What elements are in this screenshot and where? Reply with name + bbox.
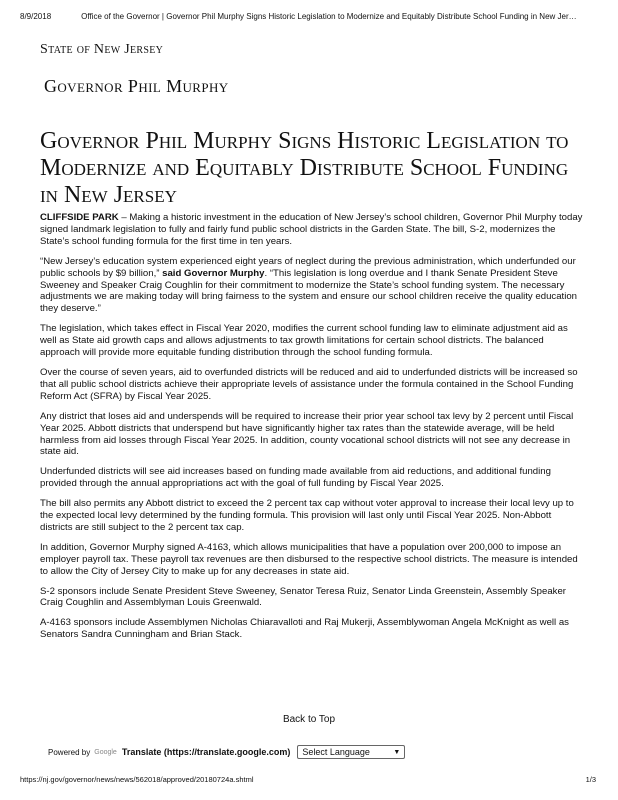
powered-by-label: Powered by — [48, 747, 91, 757]
print-page-number: 1/3 — [585, 775, 596, 784]
article-paragraph: “New Jersey’s education system experienced eight years of neglect during the previous administration, which underfunded our public schools by $9 billion,” said Governor Murphy. “This legislation is long overdue and I thank Senate President Steve Sweeney and Speaker Craig Coughlin for their commitment to modernize the State’s school funding system. The necessary adjustments we are making today will bring fairness to the system and ensure our school children receive the quality education they deserve.” — [40, 255, 578, 315]
print-date: 8/9/2018 — [20, 12, 52, 21]
article-paragraph: S-2 sponsors include Senate President Steve Sweeney, Senator Teresa Ruiz, Senator Linda Greenstein, Assembly Speaker Craig Coughlin and Assemblyman Louis Greenwald. — [40, 585, 567, 609]
translate-link[interactable]: Translate (https://translate.google.com) — [121, 747, 291, 757]
language-select[interactable] — [297, 745, 405, 759]
article-paragraph: The bill also permits any Abbott district to exceed the 2 percent tax cap without voter approval to increase their local levy up to the expected local levy determined by the funding formula. This provision will last only until Fiscal Year 2025. Non-Abbott districts are still subject to the 2 percent tax cap. — [40, 498, 574, 533]
dateline: CLIFFSIDE PARK — [40, 212, 119, 223]
print-header — [20, 12, 604, 21]
article-paragraph: In addition, Governor Murphy signed A-4163, which allows municipalities that have a population over 200,000 to impose an employer payroll tax. These payroll tax revenues are then disbursed to the respective school districts. The measure is intended to allow the City of Jersey City to make up for any decreases in state aid. — [40, 541, 578, 577]
back-to-top-link[interactable]: Back to Top — [282, 714, 336, 725]
article-paragraph: Any district that loses aid and underspends will be required to increase their prior year school tax levy by 2 percent until Fiscal Year 2025. Abbott districts that underspend but have significantly higher tax rates than the statewide average, will be held harmless from aid losses through Fiscal Year 2025. In addition, county vocational school districts will not see any decrease in state aid. — [40, 410, 574, 458]
article-paragraph: Underfunded districts will see aid increases based on funding made available from aid reductions, and additional funding provided through the annual appropriations act with the goal of full funding by Fiscal Year 2025. — [40, 466, 551, 490]
print-url: https://nj.gov/governor/news/news/562018/approved/20180724a.shtml — [20, 775, 254, 784]
print-page-title: Office of the Governor | Governor Phil Murphy Signs Historic Legislation to Modernize and Equitably Distribute School Funding in New Jer… — [81, 12, 577, 21]
quote-attribution: said Governor Murphy — [159, 267, 265, 279]
chevron-down-icon: ▼ — [393, 748, 401, 756]
article-paragraph: A-4163 sponsors include Assemblymen Nicholas Chiaravalloti and Raj Mukerji, Assemblywoman Angela McKnight as well as Senators Sandra Cunningham and Brian Stack. — [40, 617, 569, 641]
article-body — [40, 212, 584, 649]
article-paragraph: Over the course of seven years, aid to overfunded districts will be reduced and aid to underfunded districts will be increased so that all public school districts achieve their appropriate levels of assistance under the formula contained in the School Funding Reform Act (SFRA) by Fiscal Year 2025. — [40, 366, 578, 402]
google-logo: Google — [94, 748, 117, 756]
article-paragraph: CLIFFSIDE PARK – Making a historic investment in the education of New Jersey’s school children, Governor Phil Murphy today signed landmark legislation to fully and fairly fund public school districts in the Garden State. The bill, S-2, modernizes the State’s school funding formula for the first time in ten years. — [40, 212, 583, 247]
governor-name-link[interactable]: Governor Phil Murphy — [44, 76, 229, 96]
language-select-value: Select Language — [302, 747, 370, 757]
article-paragraph: The legislation, which takes effect in Fiscal Year 2020, modifies the current school funding law to eliminate adjustment aid as well as State aid growth caps and allows adjustments to tax growth limitations for certain school districts. The balanced approach will provide more equitable funding distribution through the school funding formula. — [40, 323, 568, 359]
translate-bar — [48, 745, 405, 759]
state-of-nj-link[interactable]: State of New Jersey — [40, 42, 164, 57]
print-footer — [20, 775, 596, 784]
article-headline: Governor Phil Murphy Signs Historic Legislation to Modernize and Equitably Distribute School Funding in New Jersey — [40, 128, 569, 208]
